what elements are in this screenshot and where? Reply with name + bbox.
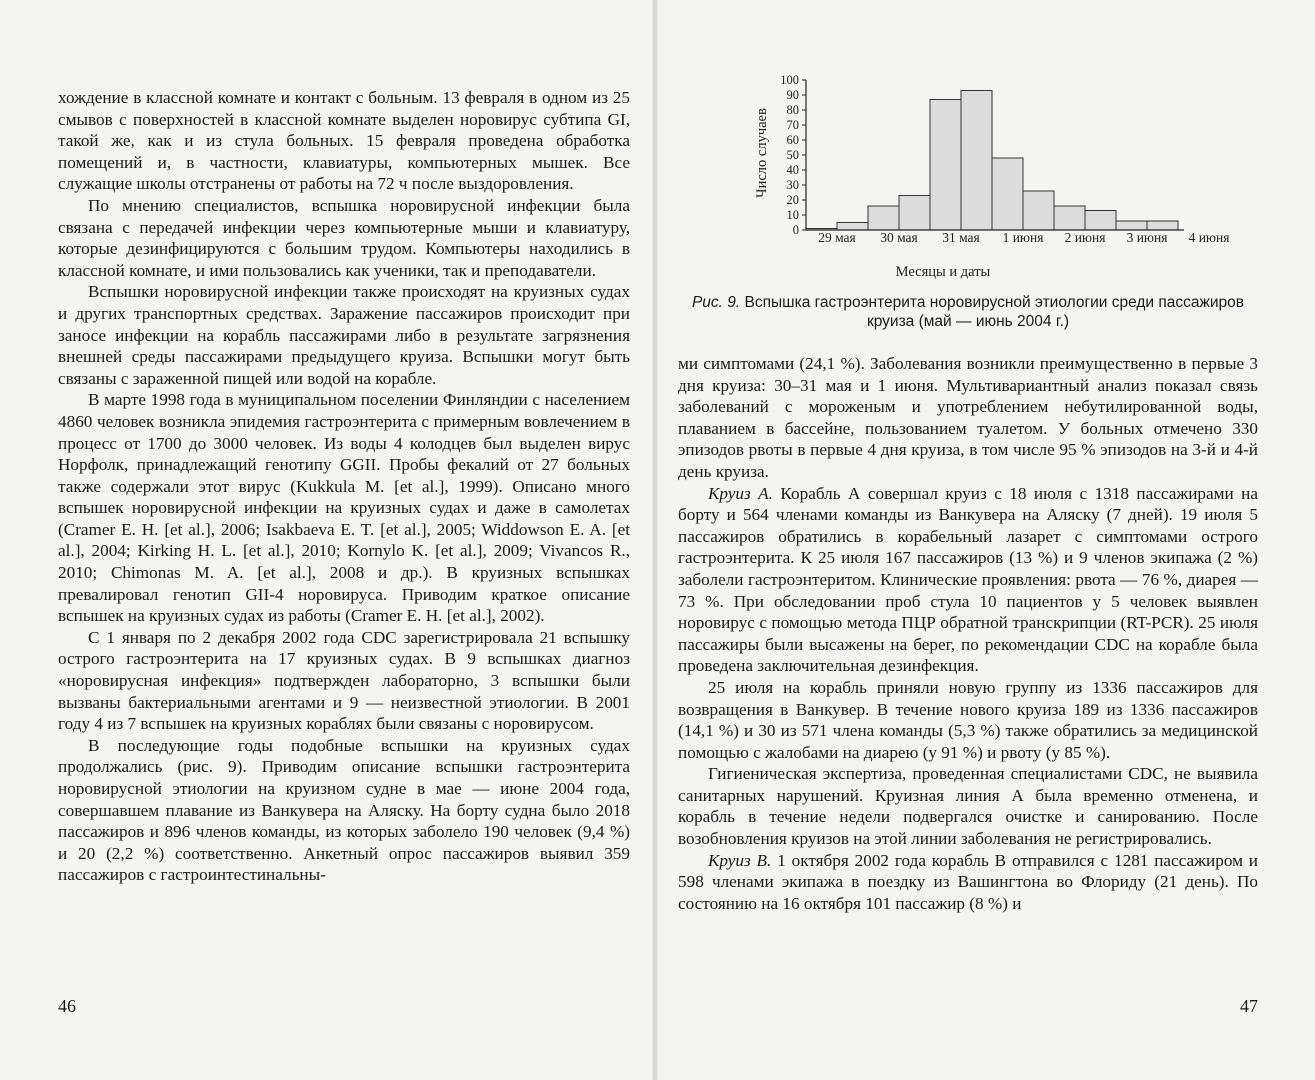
y-tick-label: 30 <box>786 178 799 192</box>
figure-caption <box>678 293 1258 331</box>
x-tick-label: 4 июня <box>1188 230 1230 245</box>
right-page-text <box>678 353 1258 914</box>
y-tick-label: 80 <box>786 103 799 117</box>
paragraph: хождение в классной комнате и контакт с больным. 13 февраля в одном из 25 смывов с поверхностей в классной комнате выделен норовирус субтипа GI, такой же, как и из стула больных. 15 февраля проведена обработка помещений и, в частности, клавиатуры, компьютерных мышек. Все служащие школы отстранены от работы на 72 ч после выздоровления. <box>58 88 630 194</box>
y-tick-label: 70 <box>786 118 799 132</box>
figure-caption-label: Рис. 9. <box>691 294 741 311</box>
paragraph <box>678 353 1258 483</box>
paragraph-lead: Круиз В. <box>708 850 772 870</box>
paragraph-text: 1 октября 2002 года корабль В отправился с 1281 пассажиром и 598 членами экипажа в поездку из Вашингтона во Флориду (21 день). По состоянию на 16 октября 101 пассажир (8 %) и <box>678 850 1258 913</box>
paragraph <box>678 483 1258 677</box>
paragraph: По мнению специалистов, вспышка норовирусной инфекции была связана с передачей инфекции через компьютерные мыши и клавиатуру, которые дезинфицируются с большим трудом. Компьютеры находились в классной комнате, и ими пользовались как ученики, так и преподаватели. <box>58 195 630 280</box>
y-tick-label: 0 <box>792 223 799 237</box>
paragraph-text: Гигиеническая экспертиза, проведенная специалистами CDC, не выявила санитарных нарушений. Круизная линия А была временно отменена, и корабль в течение недели подвергался очистке и санированию. После возобновления круизов на этой линии заболевания не регистрировались. <box>678 764 1258 849</box>
paragraph <box>678 677 1258 763</box>
x-tick-label: 1 июня <box>1002 230 1044 245</box>
paragraph: В марте 1998 года в муниципальном поселении Финляндии с населением 4860 человек возникла эпидемия гастроэнтерита с примерным вовлечением в процесс от 1700 до 3000 человек. Из воды 4 колодцев был выделен вирус Норфолк, принадлежащий генотипу GGII. Пробы фекалий от 27 больных также содержали этот вирус (Kukkula M. [et al.], 1999). Описано много вспышек норовирусной инфекции на круизных судах и даже в самолетах (Cramer E. H. [et al.], 2006; Isakbaeva E. T. [et al.], 2005; Widdowson E. A. [et al.], 2004; Kirking H. L. [et al.], 2010; Kornylo K. [et al.], 2009; Vivancos R., 2010; Chimonas M. A. [et al.], 2008 и др.). В круизных вспышках превалировал генотип GII-4 норовируса. Приводим краткое описание вспышек на круизных судах из работы (Cramer E. H. [et al.], 2002). <box>58 390 630 626</box>
figure-9 <box>678 68 1258 333</box>
paragraph: Вспышки норовирусной инфекции также происходят на круизных судах и других транспортных средствах. Заражение пассажиров происходит при заносе инфекции на корабль пассажирами либо в результате загрязнения внешней среды пассажирами предыдущего круиза. Вспышки могут быть связаны с зараженной пищей или водой на корабле. <box>58 282 630 388</box>
y-tick-label: 90 <box>786 88 799 102</box>
x-tick-label: 2 июня <box>1064 230 1106 245</box>
paragraph <box>678 850 1258 915</box>
x-tick-label: 29 мая <box>818 230 856 245</box>
page-number: 46 <box>58 996 76 1016</box>
figure-caption-text: Вспышка гастроэнтерита норовирусной этиологии среди пассажиров круиза (май — июнь 2004 г.) <box>744 294 1245 330</box>
y-tick-label: 20 <box>786 193 799 207</box>
book-gutter <box>652 0 658 1080</box>
paragraph-text: ми симптомами (24,1 %). Заболевания возникли преимущественно в первые 3 дня круиза: 30–31 мая и 1 июня. Мультивариантный анализ показал связь заболеваний с мороженым и употреблением небутилированной воды, плаванием в бассейне, пользованием туалетом. У больных отмечено 330 эпизодов рвоты в первые 4 дня круиза, в том числе 95 % эпизодов на 3-й и 4-й день круиза. <box>678 354 1258 481</box>
histogram-bar <box>930 100 961 231</box>
x-tick-label: 30 мая <box>880 230 918 245</box>
y-tick-label: 50 <box>786 148 799 162</box>
paragraph: С 1 января по 2 декабря 2002 года CDC зарегистрировала 21 вспышку острого гастроэнтерита на 17 круизных судах. В 9 вспышках диагноз «норовирусная инфекция» подтвержден лабораторно, 3 вспышки были вызваны бактериальными агентами и 9 — неизвестной этиологии. В 2001 году 4 из 7 вспышек на круизных кораблях были связаны с норовирусом. <box>58 627 630 734</box>
histogram-bar <box>899 196 930 231</box>
paragraph-text: Корабль А совершал круиз с 18 июля с 1318 пассажирами на борту и 564 членами команды из Ванкувера на Аляску (7 дней). 19 июля 5 пассажиров обратились в корабельный лазарет с симптомами острого гастроэнтерита. К 25 июля 167 пассажиров (13 %) и 9 членов экипажа (2 %) заболели гастроэнтеритом. Клинические проявления: рвота — 76 %, диарея — 73 %. При обследовании проб стула 10 пациентов у 5 человек выявлен норовирус с помощью метода ПЦР обратной транскрипции (RT-PCR). 25 июля пассажиры были высажены на берег, по рекомендации CDC на корабле была проведена заключительная дезинфекция. <box>678 483 1258 676</box>
left-page-text <box>58 87 630 886</box>
x-tick-label: 3 июня <box>1126 230 1168 245</box>
y-tick-label: 60 <box>786 133 799 147</box>
paragraph: В последующие годы подобные вспышки на круизных судах продолжались (рис. 9). Приводим описание вспышки гастроэнтерита норовирусной этиологии на круизном судне в мае — июне 2004 года, совершавшем плавание из Ванкувера на Аляску. На борту судна было 2018 пассажиров и 896 членов команды, из которых заболело 190 человек (9,4 %) и 20 (2,2 %) соответственно. Анкетный опрос пассажиров выявил 359 пассажиров с гастроинтестинальны- <box>58 735 630 885</box>
page-number: 47 <box>1240 996 1258 1016</box>
paragraph <box>678 763 1258 849</box>
x-tick-label: 31 мая <box>942 230 980 245</box>
histogram-bar <box>992 158 1023 230</box>
y-tick-label: 100 <box>780 73 799 87</box>
histogram-chart <box>678 68 1258 237</box>
y-tick-label: 10 <box>786 208 799 222</box>
paragraph-text: 25 июля на корабль приняли новую группу из 1336 пассажиров для возвращения в Ванкувер. В течение нового круиза 189 из 1336 пассажиров (14,1 %) и 30 из 571 члена команды (5,3 %) также обратились за медицинской помощью с жалобами на диарею (у 91 %) и рвоту (у 85 %). <box>678 677 1258 762</box>
histogram-bar <box>961 91 992 231</box>
y-tick-label: 40 <box>786 163 799 177</box>
chart-x-labels <box>678 226 1258 286</box>
histogram-bar <box>1023 191 1054 230</box>
x-axis-label: Месяцы и даты <box>895 264 991 280</box>
y-axis-label: Число случаев <box>754 108 770 198</box>
paragraph-lead: Круиз А. <box>708 483 773 503</box>
